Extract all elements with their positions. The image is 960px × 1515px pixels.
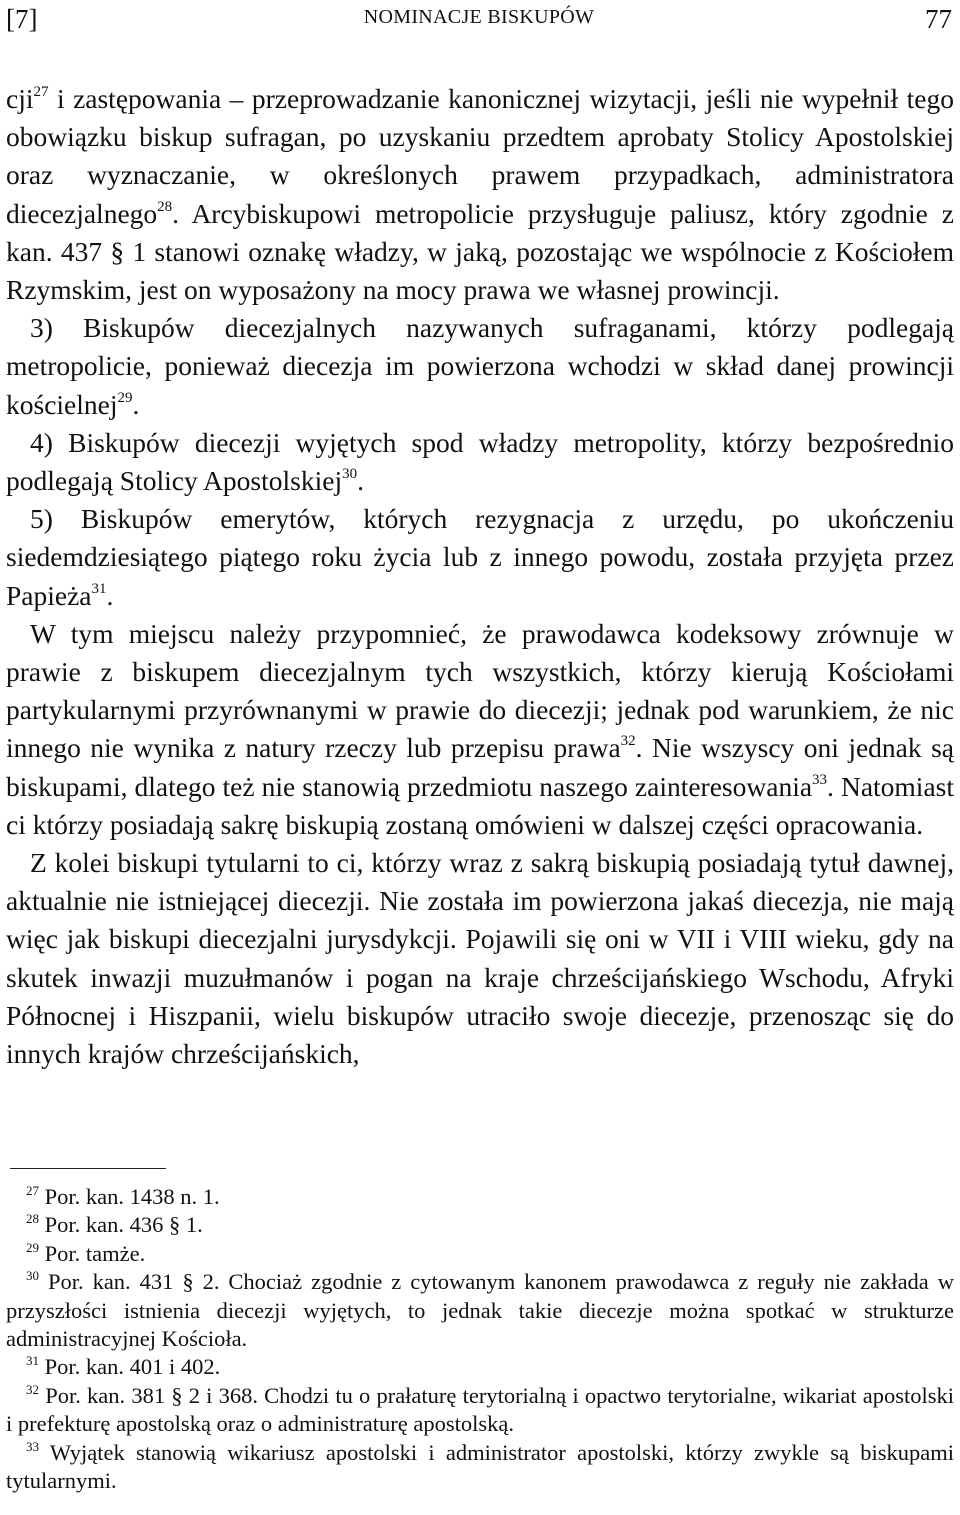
footnote-number: 27 (26, 1183, 39, 1198)
footnote-ref: 29 (117, 389, 133, 406)
footnote-ref: 28 (157, 198, 173, 215)
paragraph: 3) Biskupów diecezjalnych nazywanych sufraganami, którzy podlegają metropolicie, ponieważ diecezja im powierzona wchodzi w skład danej prowincji kościelnej$^{29}$. (6, 312, 954, 420)
footnote-number: 31 (26, 1353, 39, 1369)
footnote: $^{31}$ Por. kan. 401 i 402. (26, 1353, 221, 1380)
footnote-number: 29 (26, 1239, 39, 1255)
footnote-number: 32 (26, 1381, 39, 1397)
footnote: $^{29}$ Por. tamże. (26, 1239, 146, 1266)
footnote: $^{27}$ Por. kan. 1438 n. 1. (26, 1183, 220, 1209)
chapter-marker: [7] (6, 4, 38, 34)
footnote-number: 28 (26, 1211, 39, 1227)
running-header (6, 4, 952, 40)
paragraph: cji$^{27}$ i zastępowania – przeprowadzanie kanonicznej wizytacji, jeśli nie wypełnił tego obowiązku biskup sufragan, po uzyskaniu przedtem aprobaty Stolicy Apostolskiej oraz wyznaczanie, w określonych prawem przypadkach, administratora diecezjalnego$^{28}$. Arcybiskupowi metropolicie przysługuje paliusz, który zgodnie z kan. 437 § 1 stanowi oznakę władzy, w jaką, pozostając we wspólnocie z Kościołem Rzymskim, jest on wyposażony na mocy prawa we własnej prowincji. (6, 83, 954, 306)
page-number: 77 (925, 4, 952, 34)
footnote-number: 30 (26, 1268, 39, 1284)
footnote-ref: 31 (91, 580, 107, 597)
running-title: NOMINACJE BISKUPÓW (363, 6, 595, 28)
footnote-ref: 30 (342, 466, 358, 483)
footnote: $^{28}$ Por. kan. 436 § 1. (26, 1211, 203, 1238)
footnotes (6, 1183, 954, 1495)
footnote-number: 33 (26, 1438, 39, 1454)
main-text (6, 80, 954, 1073)
paragraph: 5) Biskupów emerytów, których rezygnacja z urzędu, po ukończeniu siedemdziesiątego piątego roku życia lub z innego powodu, została przyjęta przez Papieża$^{31}$. (6, 503, 954, 611)
paragraph: Z kolei biskupi tytularni to ci, którzy wraz z sakrą biskupią posiadają tytuł dawnej, aktualnie nie istniejącej diecezji. Nie została im powierzona jakaś diecezja, nie mają więc jak biskupi diecezjalni jurysdykcji. Pojawili się oni w VII i VIII wieku, gdy na skutek inwazji muzułmanów i pogan na kraje chrześcijańskiego Wschodu, Afryki Północnej i Hiszpanii, wielu biskupów utraciło swoje diecezje, przenosząc się do innych krajów chrześcijańskich, (6, 847, 954, 1070)
footnote: $^{32}$ Por. kan. 381 § 2 i 368. Chodzi tu o prałaturę terytorialną i opactwo terytorialne, wikariat apostolski i prefekturę apostolską oraz o administraturę apostolską. (6, 1381, 954, 1437)
paragraph: 4) Biskupów diecezji wyjętych spod władzy metropolity, którzy bezpośrednio podlegają Stolicy Apostolskiej$^{30}$. (6, 426, 954, 497)
footnote-ref: 33 (812, 771, 828, 788)
paragraph: W tym miejscu należy przypomnieć, że prawodawca kodeksowy zrównuje w prawie z biskupem diecezjalnym tych wszystkich, którzy kierują Kościołami partykularnymi przyrównanymi w prawie do diecezji; jednak pod warunkiem, że nic innego nie wynika z natury rzeczy lub przepisu prawa$^{32}$. Nie wszyscy oni jednak są biskupami, dlatego też nie stanowią przedmiotu naszego zainteresowania$^{33}$. Natomiast ci którzy posiadają sakrę biskupią zostaną omówieni w dalszej części opracowania. (6, 617, 954, 840)
footnote-ref: 32 (620, 733, 636, 750)
footnote-ref: 27 (33, 84, 49, 100)
footnote-separator (10, 1168, 166, 1169)
footnote: $^{30}$ Por. kan. 431 § 2. Chociaż zgodnie z cytowanym kanonem prawodawca z reguły nie zakłada w przyszłości istnienia diecezji wyjętych, to jednak takie diecezje można spotkać w strukturze administracyjnej Kościoła. (6, 1268, 954, 1352)
footnote: $^{33}$ Wyjątek stanowią wikariusz apostolski i administrator apostolski, którzy zwykle są biskupami tytularnymi. (6, 1438, 954, 1494)
